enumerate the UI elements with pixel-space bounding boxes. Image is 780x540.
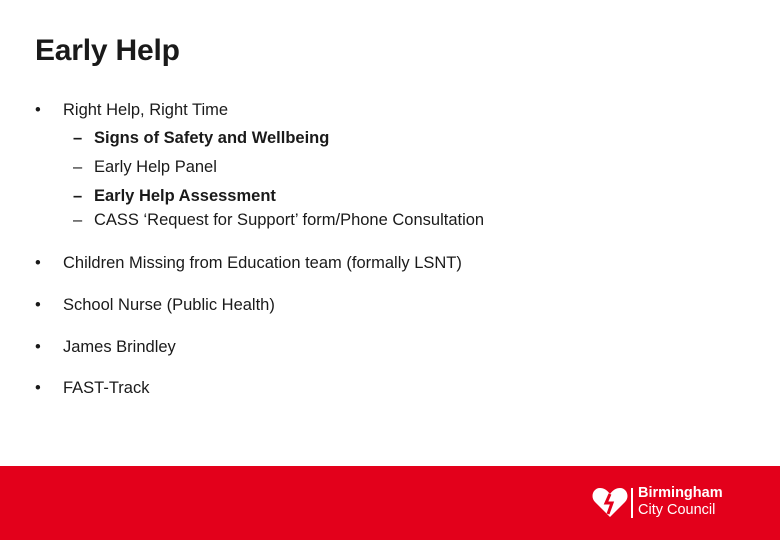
bullet-symbol: • — [35, 296, 41, 314]
logo-line1: Birmingham — [638, 485, 723, 501]
heart-icon — [591, 485, 629, 519]
bullet-symbol: • — [35, 379, 41, 397]
dash-symbol: – — [73, 158, 83, 176]
dash-symbol: – — [73, 187, 83, 205]
sub-item-text: CASS ‘Request for Support’ form/Phone Consultation — [94, 211, 485, 229]
bullet-text: Right Help, Right Time — [63, 101, 229, 119]
bullet-symbol: • — [35, 338, 41, 356]
bullet-text: James Brindley — [63, 338, 176, 356]
logo-line2: City Council — [638, 502, 716, 518]
bullet-symbol: • — [35, 254, 41, 272]
logo-separator — [631, 488, 633, 518]
dash-symbol: – — [73, 211, 83, 229]
bullet-text: School Nurse (Public Health) — [63, 296, 275, 314]
sub-item-text: Early Help Assessment — [94, 187, 276, 205]
bullet-text: FAST-Track — [63, 379, 150, 397]
footer-bar — [0, 466, 780, 540]
sub-item-text: Early Help Panel — [94, 158, 217, 176]
dash-symbol: – — [73, 129, 83, 147]
council-logo — [591, 485, 736, 521]
bullet-symbol: • — [35, 101, 41, 119]
slide-title: Early Help — [35, 34, 180, 67]
bullet-text: Children Missing from Education team (formally LSNT) — [63, 254, 462, 272]
sub-item-text: Signs of Safety and Wellbeing — [94, 129, 330, 147]
